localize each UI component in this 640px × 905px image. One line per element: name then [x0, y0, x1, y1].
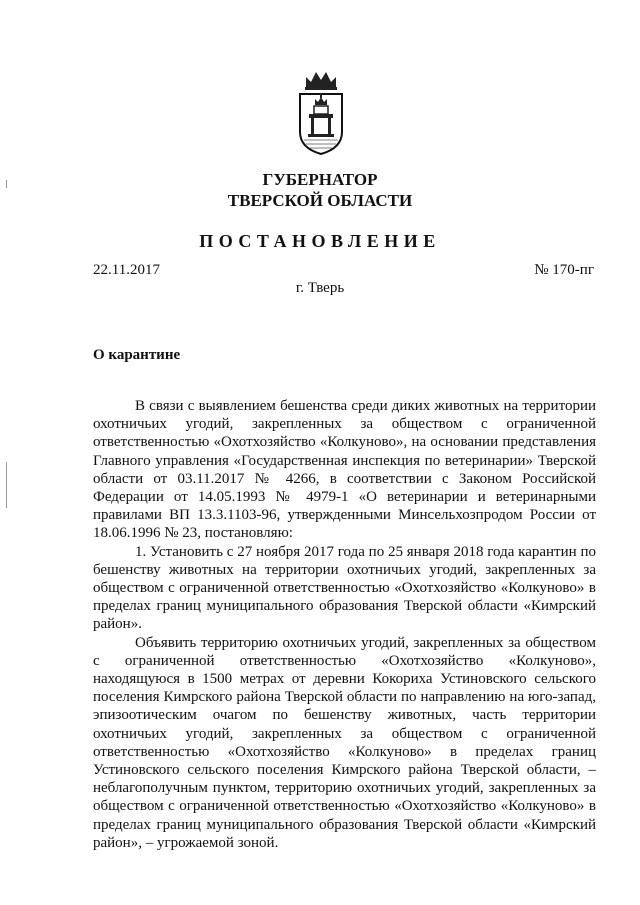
paragraph: 1. Установить с 27 ноября 2017 года по 25 января 2018 года карантин по бешенству животных на территории охотничьих угодий, закрепленных за обществом с ограниченной ответственностью «Охотхозяйство «Колкуново» в пределах границ муниципального образования Тверской области «Кимрский район».	[93, 543, 596, 633]
document-number: № 170-пг	[534, 262, 594, 278]
document-type: ПОСТАНОВЛЕНИЕ	[199, 231, 441, 251]
document-date: 22.11.2017	[93, 262, 160, 278]
document-city: г. Тверь	[295, 280, 345, 296]
document-body	[93, 397, 596, 852]
issuer-title: ГУБЕРНАТОР	[262, 170, 378, 189]
paragraph: В связи с выявлением бешенства среди диких животных на территории охотничьих угодий, закрепленных за обществом с ограниченной ответственностью «Охотхозяйство «Колкуново», на основании представления Главного управления «Государственная инспекция по ветеринарии» Тверской области от 03.11.2017 № 4266, в соответствии с Законом Российской Федерации от 14.05.1993 № 4979-1 «О ветеринарии и ветеринарными правилами ВП 13.3.1103-96, утвержденными Минсельхозпродом России от 18.06.1996 № 23, постановляю:	[93, 398, 596, 542]
document-subject: О карантине	[93, 347, 181, 363]
issuer-region: ТВЕРСКОЙ ОБЛАСТИ	[227, 191, 413, 210]
tver-coat-of-arms-icon	[296, 68, 346, 156]
scan-margin-mark	[6, 462, 7, 508]
paragraph: Объявить территорию охотничьих угодий, закрепленных за обществом с ограниченной ответственностью «Охотхозяйство «Колкуново», находящуюся в 1500 метрах от деревни Кокориха Устиновского сельского поселения Кимрского района Тверской области по направлению на юго-запад, эпизоотическим очагом по бешенству животных, часть территории охотничьих угодий, закрепленных за обществом с ограниченной ответственностью «Охотхозяйство «Колкуново» в пределах границ Устиновского сельского поселения Кимрского района Тверской области, – неблагополучным пунктом, территорию охотничьих угодий, закрепленных за обществом с ограниченной ответственностью «Охотхозяйство «Колкуново» в пределах границ муниципального образования Тверской области «Кимрский район», – угрожаемой зоной.	[93, 634, 596, 851]
